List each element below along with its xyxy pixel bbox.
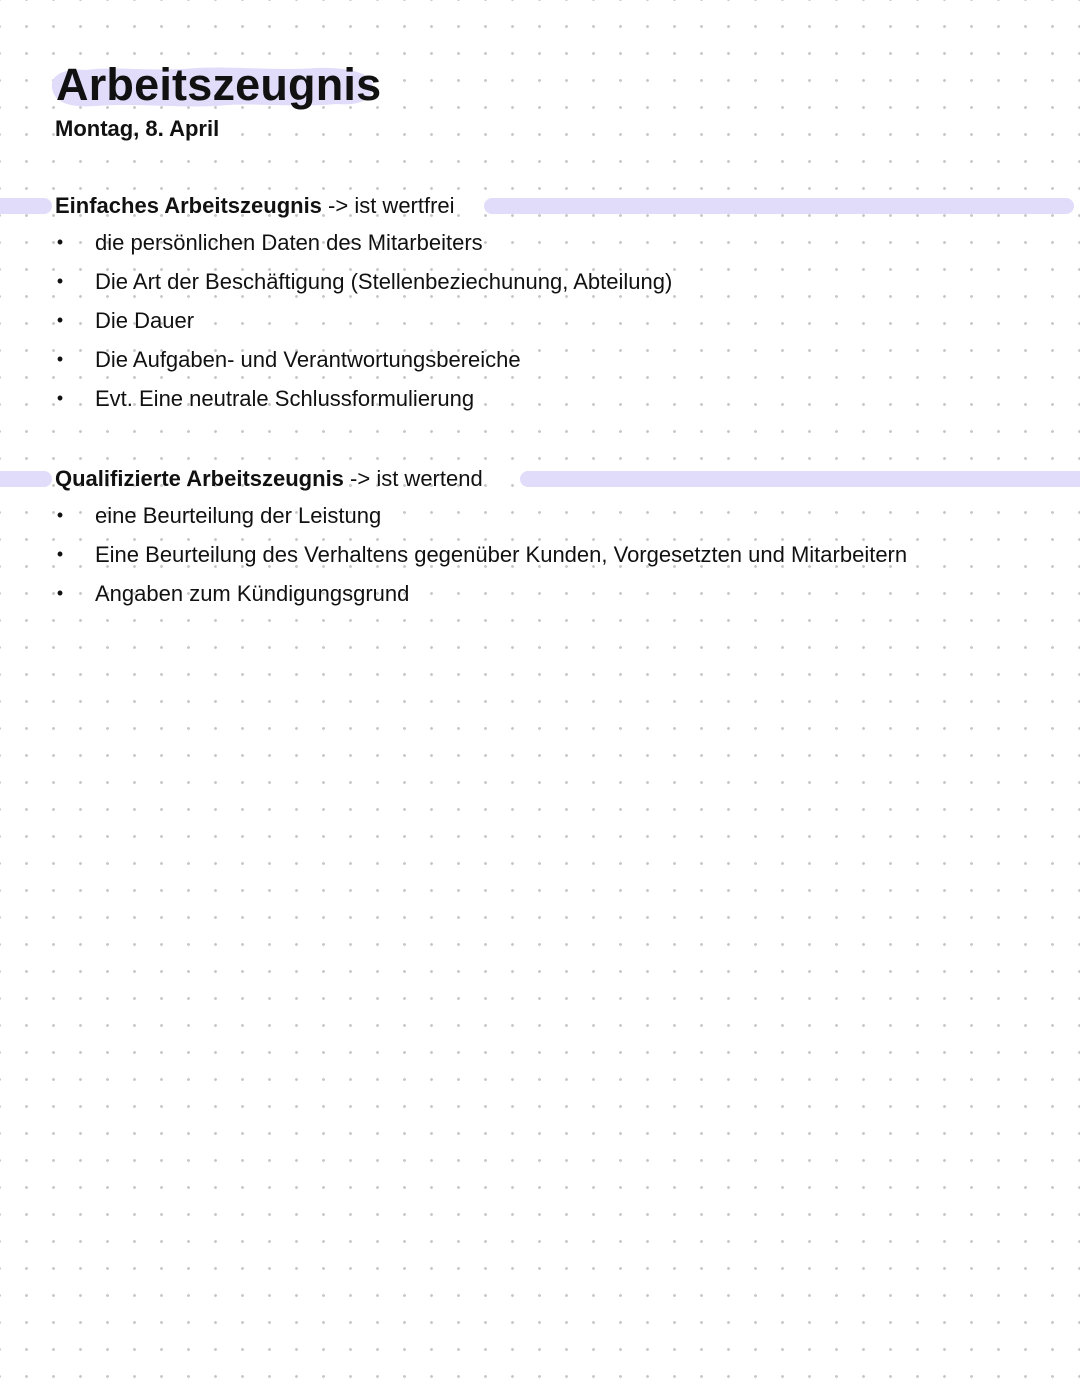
list-item — [0, 301, 1080, 340]
list-item-text: eine Beurteilung der Leistung — [95, 503, 382, 528]
list-item-text: Evt. Eine neutrale Schlussformulierung — [95, 386, 475, 411]
list-item-text: die persönlichen Daten des Mitarbeiters — [95, 230, 483, 255]
section-qualifizierte — [0, 462, 1080, 613]
list-item — [0, 574, 1080, 613]
section-heading-bold: Qualifizierte Arbeitszeugnis — [55, 466, 344, 491]
list-item — [0, 379, 1080, 418]
section-heading-rest: -> ist wertfrei — [321, 193, 455, 218]
bullet-icon: • — [56, 505, 64, 525]
heading-highlight-right — [484, 198, 1074, 214]
list-item — [0, 496, 1080, 535]
list-item — [0, 340, 1080, 379]
bullet-icon: • — [56, 271, 64, 291]
bullet-icon: • — [56, 544, 64, 564]
bullet-icon: • — [56, 349, 64, 369]
heading-highlight-right — [520, 471, 1080, 487]
bullet-icon: • — [56, 232, 64, 252]
section-heading — [0, 462, 1080, 496]
list-item-text: Eine Beurteilung des Verhaltens gegenüber Kunden, Vorgesetzten und Mitarbeitern — [95, 542, 908, 567]
section-heading-rest: -> ist wertend — [343, 466, 483, 491]
bullet-list — [0, 223, 1080, 418]
bullet-icon: • — [56, 583, 64, 603]
list-item-text: Die Dauer — [95, 308, 195, 333]
heading-highlight-left — [0, 198, 52, 214]
section-heading-text — [55, 191, 455, 221]
list-item — [0, 223, 1080, 262]
heading-highlight-left — [0, 471, 52, 487]
section-heading-text — [55, 464, 483, 494]
list-item — [0, 262, 1080, 301]
bullet-icon: • — [56, 310, 64, 330]
list-item-text: Die Aufgaben- und Verantwortungsbereiche — [95, 347, 521, 372]
page-title: Arbeitszeugnis — [56, 59, 382, 110]
list-item-text: Angaben zum Kündigungsgrund — [95, 581, 410, 606]
bullet-list — [0, 496, 1080, 613]
section-einfaches — [0, 189, 1080, 418]
title-block — [46, 58, 382, 116]
section-heading — [0, 189, 1080, 223]
list-item — [0, 535, 1080, 574]
section-heading-bold: Einfaches Arbeitszeugnis — [55, 193, 322, 218]
list-item-text: Die Art der Beschäftigung (Stellenbeziechunung, Abteilung) — [95, 269, 673, 294]
page-date: Montag, 8. April — [55, 116, 220, 141]
bullet-icon: • — [56, 388, 64, 408]
